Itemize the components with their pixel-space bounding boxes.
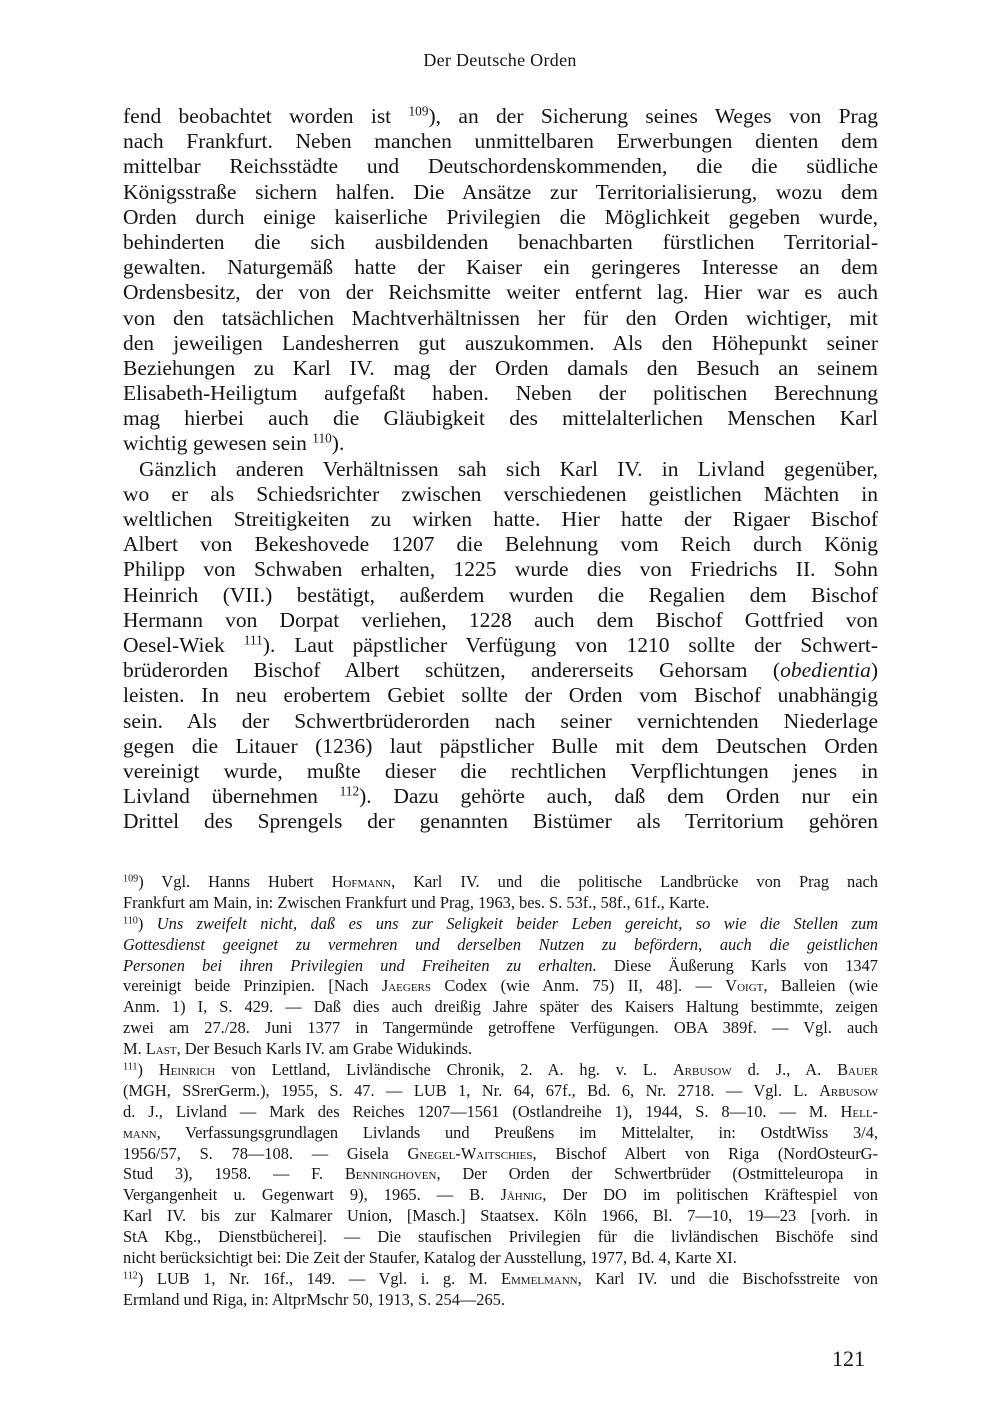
footnote-ref: 109 — [123, 873, 139, 885]
text-run: Orden durch einige kaiserliche Privilegien die Möglichkeit gegeben wurde, — [123, 204, 878, 229]
text-run: ). — [331, 431, 345, 456]
text-line — [123, 230, 878, 255]
text-run: Gottesdienst geeignet zu vermehren und derselben Nutzen zu befördern, auch die geistlichen — [123, 934, 878, 954]
text-line — [123, 532, 878, 557]
text-run: fend beobachtet worden ist — [123, 104, 409, 128]
footnote-line — [123, 1290, 878, 1311]
body-text — [123, 104, 878, 834]
footnote-line — [123, 1185, 878, 1206]
text-run: Arbusow — [819, 1080, 878, 1100]
footnote-line — [123, 1018, 878, 1039]
text-run: wo er als Schiedsrichter zwischen verschiedenen geistlichen Mächten in — [123, 481, 878, 506]
text-run: Drittel des Sprengels der genannten Bistümer als Territorium gehören — [123, 809, 878, 834]
footnote-line — [123, 1102, 878, 1123]
text-run: Stud 3), 1958. — F. — [123, 1164, 345, 1184]
text-line — [123, 759, 878, 784]
text-run: den jeweiligen Landesherren gut auszukommen. Als den Höhepunkt seiner — [123, 330, 878, 355]
text-line — [123, 306, 878, 331]
text-run: Emmelmann — [501, 1268, 578, 1288]
text-line — [123, 406, 878, 431]
footnote-line — [123, 1060, 878, 1081]
text-run: mittelbar Reichsstädte und Deutschordenskommenden, die die südliche — [123, 154, 878, 179]
footnote-line — [123, 1144, 878, 1165]
text-run: d. J., Livland — Mark des Reiches 1207—1561 (Ostlandreihe 1), 1944, S. 8—10. — M. — [123, 1101, 841, 1121]
text-run: ) Vgl. Hanns Hubert — [138, 872, 332, 891]
text-run: StA Kbg., Dienstbücherei]. — Die staufischen Privilegien für die livländischen Bischöfe sind — [123, 1227, 878, 1247]
text-run: Heinrich — [158, 1060, 216, 1080]
text-line — [123, 104, 878, 129]
text-run: Benninghoven — [344, 1164, 437, 1184]
text-run: Hermann von Dorpat verliehen, 1228 auch dem Bischof Gottfried von — [123, 607, 878, 632]
text-run: ). Dazu gehörte auch, daß dem Orden nur ein — [359, 784, 878, 809]
text-run: gewalten. Naturgemäß hatte der Kaiser ein geringeres Interesse an dem — [123, 255, 878, 280]
footnote-ref: 112 — [123, 1270, 138, 1282]
footnote-ref: 109 — [408, 103, 429, 119]
text-run: Vergangenheit u. Gegenwart 9), 1965. — B. — [123, 1185, 501, 1205]
text-run: , Balleien (wie — [763, 976, 878, 996]
text-line — [123, 180, 878, 205]
text-run: Gänzlich anderen Verhältnissen sah sich Karl IV. in Livland gegenüber, — [139, 456, 878, 481]
text-run: mann — [123, 1122, 157, 1142]
text-run: , Bischof Albert von Riga (NordOsteurG- — [532, 1143, 878, 1163]
text-run: Hofmann — [331, 872, 392, 891]
text-line — [123, 709, 878, 734]
text-run: gegen die Litauer (1236) laut päpstlicher Bulle mit dem Deutschen Orden — [123, 733, 878, 758]
text-run: , Der Orden der Schwertbrüder (Ostmitteleuropa in — [436, 1164, 878, 1184]
text-run: (MGH, SSrerGerm.), 1955, S. 47. — LUB 1, Nr. 64, 67f., Bd. 6, Nr. 2718. — Vgl. L. — [123, 1080, 820, 1100]
text-line — [123, 255, 878, 280]
footnote-line — [123, 893, 878, 914]
text-run: Uns zweifelt nicht, daß es uns zur Seligkeit beider Leben gereicht, so wie die Stellen zum — [156, 913, 878, 933]
text-run: vereinigt beide Prinzipien. [Nach — [123, 976, 382, 996]
text-line — [123, 734, 878, 759]
text-run: behinderten die sich ausbildenden benachbarten fürstlichen Territorial- — [123, 229, 878, 254]
text-line — [123, 280, 878, 305]
text-line — [123, 583, 878, 608]
footnote-line — [123, 1123, 878, 1144]
text-line — [123, 557, 878, 582]
text-run: Heinrich (VII.) bestätigt, außerdem wurden die Regalien dem Bischof — [123, 582, 878, 607]
text-line — [123, 154, 878, 179]
text-line — [123, 482, 878, 507]
text-line — [123, 683, 878, 708]
text-line — [123, 457, 878, 482]
text-run: ) — [870, 658, 878, 683]
text-run: Königsstraße sichern halfen. Die Ansätze zur Territorialisierung, wozu dem — [123, 179, 878, 204]
text-line — [123, 356, 878, 381]
text-run: ). Laut päpstlicher Verfügung von 1210 sollte der Schwert- — [262, 632, 878, 657]
text-run: Diese Äußerung Karls von 1347 — [596, 955, 878, 975]
footnote-line — [123, 1227, 878, 1248]
footnote-ref: 111 — [123, 1061, 138, 1073]
text-run: von den tatsächlichen Machtverhältnissen her für den Orden wichtiger, mit — [123, 305, 878, 330]
text-run: , Der DO im politischen Kräftespiel von — [542, 1185, 878, 1205]
text-run: ) — [137, 913, 157, 933]
text-run: Ermland und Riga, in: AltprMschr 50, 1913, S. 254—265. — [123, 1289, 505, 1309]
footnote-line — [123, 872, 878, 893]
page-number: 121 — [832, 1346, 865, 1371]
text-line — [123, 809, 878, 834]
text-run: 1956/57, S. 78—108. — Gisela — [123, 1143, 408, 1163]
text-line — [123, 507, 878, 532]
text-run: vereinigt wurde, mußte dieser die rechtlichen Verpflichtungen jenes in — [123, 758, 878, 783]
footnote-line — [123, 956, 878, 977]
text-run: sein. Als der Schwertbrüderorden nach seiner vernichtenden Niederlage — [123, 708, 878, 733]
text-run: obedientia — [780, 658, 871, 683]
text-run: Jaegers — [381, 976, 432, 996]
text-run: ) LUB 1, Nr. 16f., 149. — Vgl. i. g. M. — [137, 1268, 501, 1288]
footnote-ref: 110 — [312, 431, 332, 447]
text-run: Beziehungen zu Karl IV. mag der Orden damals den Besuch an seinem — [123, 355, 878, 380]
text-run: Elisabeth-Heiligtum aufgefaßt haben. Neben der politischen Berechnung — [123, 381, 878, 406]
text-line — [123, 381, 878, 406]
text-run: weltlichen Streitigkeiten zu wirken hatte. Hier hatte der Rigaer Bischof — [123, 507, 878, 531]
text-run: Livland übernehmen — [123, 784, 340, 809]
text-line — [123, 431, 878, 456]
text-run: , Karl IV. und die politische Landbrücke von Prag nach — [391, 872, 878, 891]
running-head: Der Deutsche Orden — [423, 50, 577, 70]
text-run: von Lettland, Livländische Chronik, 2. A. hg. v. L. — [215, 1060, 673, 1080]
footnote-line — [123, 976, 878, 997]
text-run: d. J., A. — [731, 1060, 838, 1080]
text-run: Bauer — [837, 1060, 878, 1080]
text-run: , Verfassungsgrundlagen Livlands und Preußens im Mittelalter, in: OstdtWiss 3/4, — [156, 1122, 878, 1142]
text-run: nicht berücksichtigt bei: Die Zeit der Staufer, Katalog der Ausstellung, 1977, Bd. 4, Karte XI. — [123, 1248, 737, 1268]
footnote-line — [123, 1248, 878, 1269]
text-line — [123, 658, 878, 683]
text-run: M. — [123, 1039, 146, 1059]
text-run: Frankfurt am Main, in: Zwischen Frankfurt und Prag, 1963, bes. S. 53f., 58f., 61f., Karte. — [123, 892, 710, 912]
footnotes — [123, 872, 878, 1311]
text-run: , Karl IV. und die Bischofsstreite von — [577, 1268, 879, 1288]
text-run: nach Frankfurt. Neben manchen unmittelbaren Erwerbungen dienten dem — [123, 129, 878, 154]
text-run: ) — [137, 1060, 159, 1080]
footnote-line — [123, 1039, 878, 1060]
text-line — [123, 633, 878, 658]
text-run: mag hierbei auch die Gläubigkeit des mittelalterlichen Menschen Karl — [123, 406, 878, 431]
text-run: Jähnig — [500, 1185, 543, 1205]
text-run: Personen bei ihren Privilegien und Freiheiten zu erhalten. — [123, 955, 597, 975]
footnote-ref: 111 — [243, 632, 263, 648]
footnote-line — [123, 1164, 878, 1185]
footnote-ref: 112 — [339, 783, 360, 799]
text-run: Anm. 1) I, S. 429. — Daß dies auch dreißig Jahre später des Kaisers Haltung bestimmte, zeigen — [123, 997, 878, 1017]
text-line — [123, 129, 878, 154]
text-run: Oesel-Wiek — [123, 632, 244, 657]
text-run: Hell- — [840, 1101, 878, 1121]
text-line — [123, 784, 878, 809]
text-run: Karl IV. bis zur Kalmarer Union, [Masch.] Staatsex. Köln 1966, Bl. 7—10, 19—23 [vorh. in — [123, 1206, 878, 1226]
text-line — [123, 608, 878, 633]
text-line — [123, 331, 878, 356]
text-run: , Der Besuch Karls IV. am Grabe Widukinds. — [176, 1039, 473, 1059]
text-run: leisten. In neu erobertem Gebiet sollte der Orden vom Bischof unabhängig — [123, 683, 878, 708]
footnote-line — [123, 935, 878, 956]
text-run: Albert von Bekeshovede 1207 die Belehnung vom Reich durch König — [123, 532, 878, 557]
footnote-line — [123, 1269, 878, 1290]
text-run: Gnegel-Waitschies — [407, 1143, 533, 1163]
text-run: Codex (wie Anm. 75) II, 48]. — — [431, 976, 726, 996]
text-run: Voigt — [725, 976, 764, 996]
text-run: ), an der Sicherung seines Weges von Prag — [428, 104, 878, 128]
text-run: Last — [145, 1039, 177, 1059]
footnote-ref: 110 — [123, 915, 138, 927]
text-run: wichtig gewesen sein — [123, 431, 313, 456]
text-run: Arbusow — [672, 1060, 732, 1080]
text-run: Ordensbesitz, der von der Reichsmitte weiter entfernt lag. Hier war es auch — [123, 280, 878, 305]
text-run: brüderorden Bischof Albert schützen, andererseits Gehorsam ( — [123, 658, 781, 683]
footnote-line — [123, 1206, 878, 1227]
text-line — [123, 205, 878, 230]
text-run: Philipp von Schwaben erhalten, 1225 wurde dies von Friedrichs II. Sohn — [123, 557, 878, 582]
text-run: zwei am 27./28. Juni 1377 in Tangermünde getroffene Verfügungen. OBA 389f. — Vgl. auch — [123, 1018, 878, 1038]
footnote-line — [123, 914, 878, 935]
footnote-line — [123, 997, 878, 1018]
footnote-line — [123, 1081, 878, 1102]
